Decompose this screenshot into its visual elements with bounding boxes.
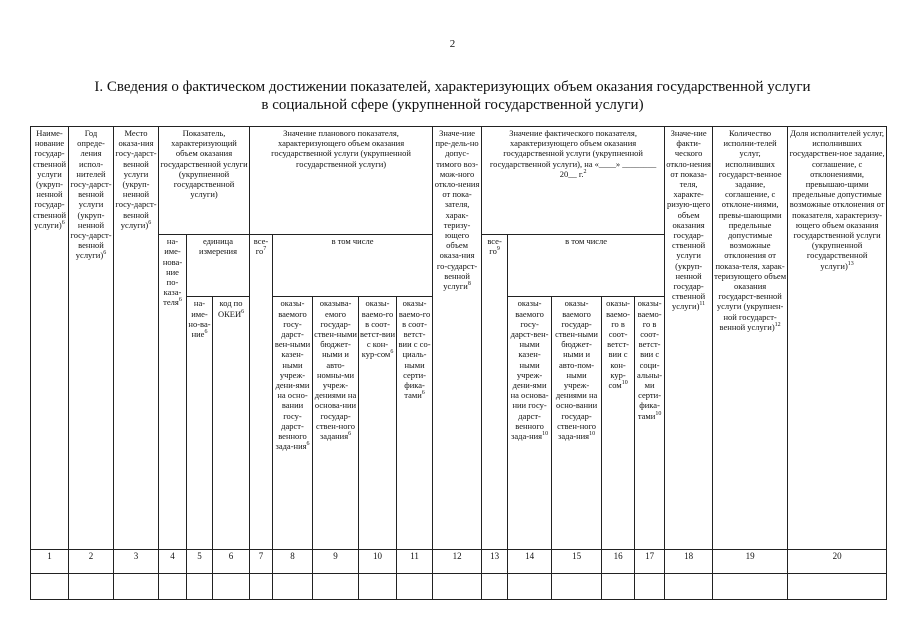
- column-numbers-row: [31, 549, 887, 573]
- column-number: 8: [273, 549, 313, 573]
- table-cell[interactable]: [482, 573, 508, 599]
- column-number: 10: [359, 549, 397, 573]
- table-cell[interactable]: [31, 573, 69, 599]
- header-plan-certificates: оказы-ваемо-го в соот-ветст-вии с со-циаль-ными серти-фика-тами$^6$: [397, 297, 433, 550]
- column-number: 2: [69, 549, 114, 573]
- header-service-name: Наиме-нование государ-ственной услуги (укруп-ненной государ-ственной услуги)$^6$: [31, 127, 69, 550]
- page-number: 2: [449, 38, 456, 50]
- column-number: 9: [313, 549, 359, 573]
- table-cell[interactable]: [213, 573, 250, 599]
- table-cell[interactable]: [713, 573, 788, 599]
- column-number: 1: [31, 549, 69, 573]
- column-number: 4: [159, 549, 187, 573]
- table-cell[interactable]: [665, 573, 713, 599]
- table-cell[interactable]: [359, 573, 397, 599]
- table-cell[interactable]: [250, 573, 273, 599]
- header-year: Год опреде-ления испол-нителей госу-дарст-венной услуги (укруп-ненной госу-дарст-венной услуги)$^6$: [69, 127, 114, 550]
- title-line-1: I. Сведения о фактическом достижении показателей, характеризующих объем оказания государственной услуги: [94, 79, 811, 95]
- report-table: [30, 126, 887, 600]
- header-plan-state-budget: оказыва-емого государ-ствен-ными бюджет-ными и авто-номны-ми учреж-дениями на основа-нии государ-ствен-ного задания$^6$: [313, 297, 359, 550]
- column-number: 16: [602, 549, 635, 573]
- column-number: 17: [635, 549, 665, 573]
- column-number: 20: [788, 549, 887, 573]
- header-plan-group: Значение планового показателя, характеризующего объем оказания государственной услуги (укрупненной государственной услуги): [250, 127, 433, 235]
- column-number: 5: [187, 549, 213, 573]
- document-title: [60, 78, 845, 114]
- table-cell[interactable]: [508, 573, 552, 599]
- header-allowed-deviation: Значе-ние пре-дель-но допус-тимого воз-мож-ного откло-нения от пока-зателя, харак-теризу-ющего объем оказа-ния го-сударст-венной услуги$^8$: [433, 127, 482, 550]
- table-cell[interactable]: [552, 573, 602, 599]
- header-actual-deviation: Значе-ние факти-ческого откло-нения от показа-теля, характе-ризую-щего объем оказания государ-ственной услуги (укруп-ненной государ-ственной услуги)$^{11}$: [665, 127, 713, 550]
- column-number: 3: [114, 549, 159, 573]
- column-number: 15: [552, 549, 602, 573]
- column-number: 12: [433, 549, 482, 573]
- header-indicator-name: на-име-нова-ние по-каза-теля$^6$: [159, 235, 187, 550]
- column-number: 18: [665, 549, 713, 573]
- header-fact-including: в том числе: [508, 235, 665, 297]
- table-cell[interactable]: [69, 573, 114, 599]
- header-plan-contest: оказы-ваемо-го в соот-ветст-вии с кон-кур-сом$^6$: [359, 297, 397, 550]
- title-line-2: в социальной сфере (укрупненной государственной услуги): [261, 97, 644, 113]
- header-executors-share: Доля исполнителей услуг, исполнивших государствен-ное задание, соглашение, с отклонениями, превышаю-щими предельные допустимые возможные отклонения от показателя, характеризу-ющего объем оказания государственной услуги (укрупненной государственной услуги)$^{13}$: [788, 127, 887, 550]
- header-fact-certificates: оказы-ваемо-го в соот-ветст-вии с соци-альны-ми серти-фика-тами$^{10}$: [635, 297, 665, 550]
- header-fact-contest: оказы-ваемо-го в соот-ветст-вии с кон-кур-сом$^{10}$: [602, 297, 635, 550]
- header-unit-group: единица измерения: [187, 235, 250, 297]
- header-plan-including: в том числе: [273, 235, 433, 297]
- header-unit-name: на-име-но-ва-ние$^6$: [187, 297, 213, 550]
- table-cell[interactable]: [602, 573, 635, 599]
- header-unit-code: код по ОКЕИ$^6$: [213, 297, 250, 550]
- column-number: 13: [482, 549, 508, 573]
- header-plan-total: все-$го^7$: [250, 235, 273, 550]
- header-fact-group: Значение фактического показателя, характеризующего объем оказания государственной услуги (укрупненной государственной услуги), на «____» ________ 20__ г.$^2$: [482, 127, 665, 235]
- header-fact-state-budget: оказы-ваемого государ-ствен-ными бюджет-ными и авто-пом-ными учреж-дениями на осно-вании государ-ствен-ного зада-ния$^{10}$: [552, 297, 602, 550]
- header-fact-total: все-$го^9$: [482, 235, 508, 550]
- table-cell[interactable]: [397, 573, 433, 599]
- table-cell[interactable]: [187, 573, 213, 599]
- table-cell[interactable]: [313, 573, 359, 599]
- table-cell[interactable]: [788, 573, 887, 599]
- column-number: 6: [213, 549, 250, 573]
- table-cell[interactable]: [159, 573, 187, 599]
- data-row-empty: [31, 573, 887, 599]
- column-number: 19: [713, 549, 788, 573]
- header-place: Место оказа-ния госу-дарст-венной услуги (укруп-ненной госу-дарст-венной услуги)$^6$: [114, 127, 159, 550]
- header-indicator-group: Показатель, характеризующий объем оказания государственной услуги (укрупненной государственной услуги): [159, 127, 250, 235]
- table-cell[interactable]: [433, 573, 482, 599]
- header-plan-state-treasury: оказы-ваемого госу-дарст-вен-ными казен-ными учреж-дени-ями на осно-вании госу-дарст-венного зада-ния$^6$: [273, 297, 313, 550]
- header-executors-count: Количество исполни-телей услуг, исполнивших государст-венное задание, соглашение, с отклоне-ниями, превы-шающими предельные допустимые возможные отклонения от показа-теля, харак-теризующего объем оказания государст-венной услуги (укрупнен-ной государст-венной услуги)$^{12}$: [713, 127, 788, 550]
- table-cell[interactable]: [635, 573, 665, 599]
- table-cell[interactable]: [273, 573, 313, 599]
- table-cell[interactable]: [114, 573, 159, 599]
- column-number: 14: [508, 549, 552, 573]
- column-number: 7: [250, 549, 273, 573]
- header-fact-state-treasury: оказы-ваемого госу-дарст-вен-ными казен-ными учреж-дени-ями на основа-нии госу-дарст-венного зада-ния$^{10}$: [508, 297, 552, 550]
- column-number: 11: [397, 549, 433, 573]
